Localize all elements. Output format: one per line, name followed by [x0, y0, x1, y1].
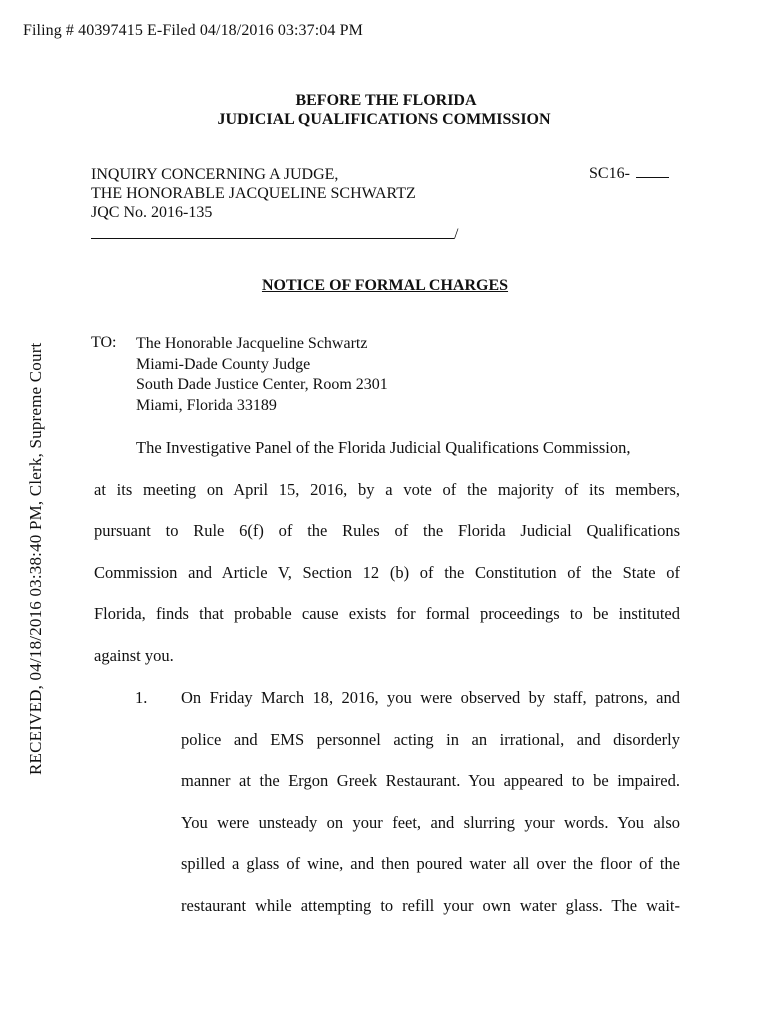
heading-line-1: BEFORE THE FLORIDA — [295, 92, 477, 109]
heading-line-2: JUDICIAL QUALIFICATIONS COMMISSION — [217, 111, 551, 128]
charge-number: 1. — [135, 688, 148, 707]
address-line: Miami-Dade County Judge — [136, 355, 311, 373]
intro-paragraph-line: The Investigative Panel of the Florida Judicial Qualifications Commission, — [136, 438, 631, 457]
case-caption — [91, 165, 416, 222]
caption-rule-end: / — [454, 226, 459, 243]
intro-paragraph-line: Florida, finds that probable cause exists for formal proceedings to be instituted — [94, 604, 680, 623]
address-line: Miami, Florida 33189 — [136, 396, 277, 414]
charge-line: On Friday March 18, 2016, you were observed by staff, patrons, and — [181, 688, 680, 707]
caption-line: INQUIRY CONCERNING A JUDGE, — [91, 166, 339, 183]
addressee-label: TO: — [91, 334, 117, 351]
case-number-blank — [636, 165, 669, 178]
charge-line: You were unsteady on your feet, and slurring your words. You also — [181, 813, 680, 832]
address-line: South Dade Justice Center, Room 2301 — [136, 376, 388, 393]
intro-paragraph-line: against you. — [94, 646, 174, 665]
document-title: NOTICE OF FORMAL CHARGES — [261, 277, 509, 294]
case-number — [589, 165, 669, 183]
caption-line: JQC No. 2016-135 — [91, 204, 213, 221]
intro-paragraph-line: pursuant to Rule 6(f) of the Rules of the Florida Judicial Qualifications — [94, 521, 680, 540]
charge-line: restaurant while attempting to refill your own water glass. The wait- — [181, 896, 680, 915]
intro-paragraph-line: Commission and Article V, Section 12 (b) of the Constitution of the State of — [94, 563, 680, 582]
case-number-prefix: SC16- — [589, 165, 630, 182]
intro-paragraph-line: at its meeting on April 15, 2016, by a vote of the majority of its members, — [94, 480, 680, 499]
charge-line: police and EMS personnel acting in an irrational, and disorderly — [181, 730, 680, 749]
filing-stamp: Filing # 40397415 E-Filed 04/18/2016 03:37:04 PM — [23, 22, 363, 39]
addressee-block — [136, 334, 388, 416]
caption-line: THE HONORABLE JACQUELINE SCHWARTZ — [91, 185, 416, 202]
received-stamp: RECEIVED, 04/18/2016 03:38:40 PM, Clerk, Supreme Court — [26, 342, 45, 775]
charge-line: spilled a glass of wine, and then poured water all over the floor of the — [181, 854, 680, 873]
address-line: The Honorable Jacqueline Schwartz — [136, 335, 368, 352]
caption-rule — [91, 224, 458, 244]
charge-line: manner at the Ergon Greek Restaurant. You appeared to be impaired. — [181, 771, 680, 790]
caption-rule-line — [91, 224, 454, 239]
